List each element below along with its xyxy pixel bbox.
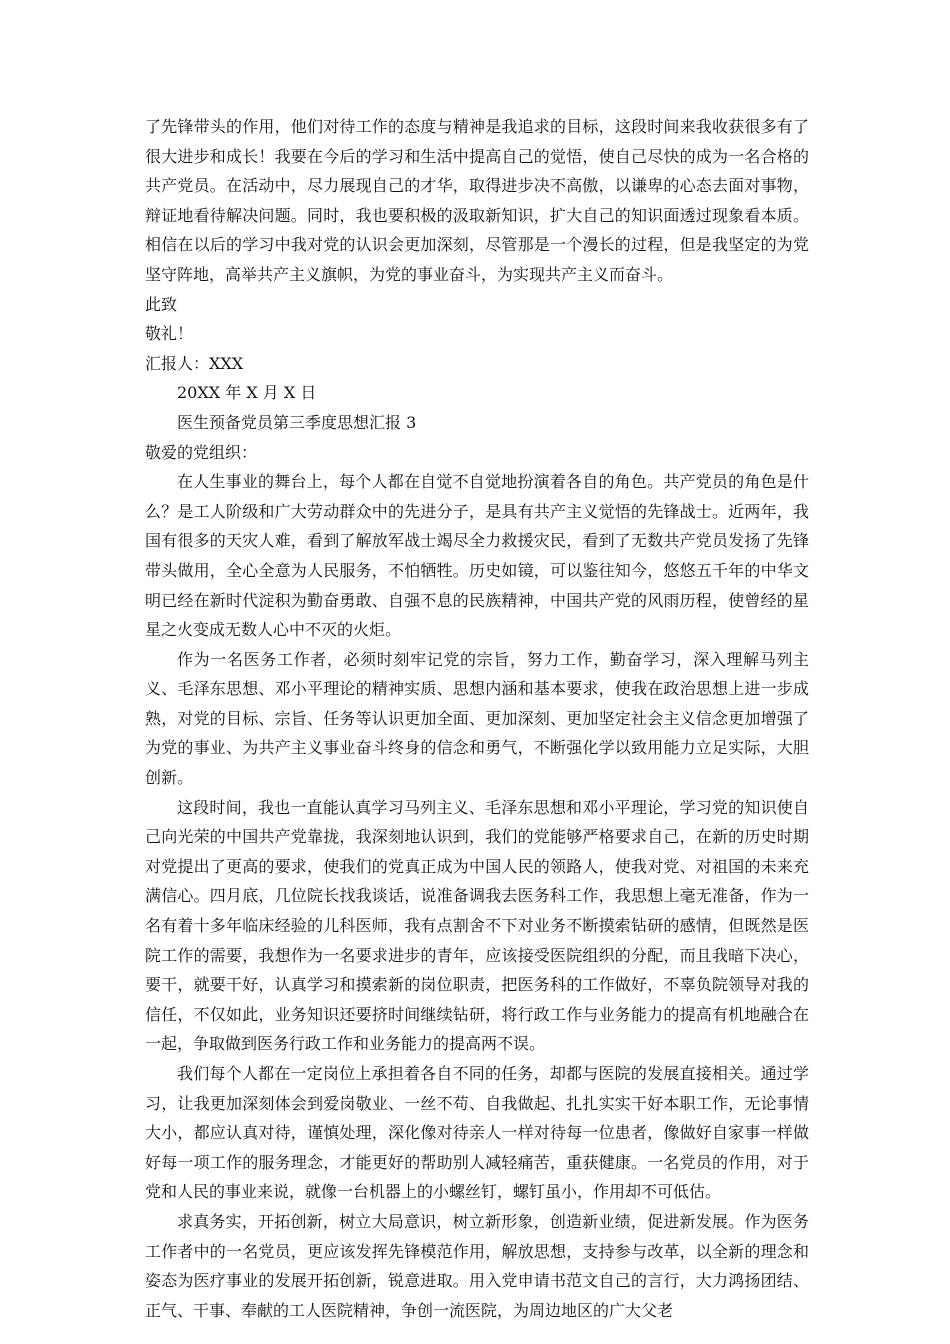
salutation: 敬爱的党组织： <box>145 442 258 462</box>
reporter-line: 汇报人：XXX <box>145 353 244 373</box>
body-paragraph-3: 这段时间，我也一直能认真学习马列主义、毛泽东思想和邓小平理论，学习党的知识使自己向光荣的中国共产党靠拢，我深刻地认识到，我们的党能够严格要求自己，在新的历史时期对党提出了更高的要求，使我们的党真正成为中国人民的领路人，使我对党、对祖国的未来充满信心。四月底，几位院长找我谈话，说准备调我去医务科工作，我思想上毫无准备，作为一名有着十多年临床经验的儿科医师，我有点割舍不下对业务不断摸索钻研的感情，但既然是医院工作的需要，我想作为一名要求进步的青年，应该接受医院组织的分配，而且我暗下决心，要干，就要干好，认真学习和摸索新的岗位职责，把医务科的工作做好，不辜负院领导对我的信任，不仅如此，业务知识还要挤时间继续钻研，将行政工作与业务能力的提高有机地融合在一起，争取做到医务行政工作和业务能力的提高两不误。 <box>145 797 809 1054</box>
body-paragraph-2: 作为一名医务工作者，必须时刻牢记党的宗旨，努力工作，勤奋学习，深入理解马列主义、毛泽东思想、邓小平理论的精神实质、思想内涵和基本要求，使我在政治思想上进一步成熟，对党的目标、宗旨、任务等认识更加全面、更加深刻、更加坚定社会主义信念更加增强了为党的事业、为共产主义事业奋斗终身的信念和勇气，不断强化学以致用能力立足实际，大胆创新。 <box>145 649 809 788</box>
date-line: 20XX 年 X 月 X 日 <box>177 383 317 403</box>
section-title: 医生预备党员第三季度思想汇报 3 <box>177 412 417 432</box>
body-paragraph-5: 求真务实，开拓创新，树立大局意识，树立新形象，创造新业绩，促进新发展。作为医务工作者中的一名党员，更应该发挥先锋模范作用，解放思想，支持参与改革，以全新的理念和姿态为医疗事业的发展开拓创新，锐意进取。用入党申请书范文自己的言行，大力鸿扬团结、正气、干事、奉献的工人医院精神，争创一流医院，为周边地区的广大父老 <box>145 1211 809 1320</box>
continuation-paragraph: 了先锋带头的作用，他们对待工作的态度与精神是我追求的目标，这段时间来我收获很多有了很大进步和成长！我要在今后的学习和生活中提高自己的觉悟，使自己尽快的成为一名合格的共产党员。在活动中，尽力展现自己的才华，取得进步决不高傲，以谦卑的心态去面对事物，辩证地看待解决问题。同时，我也要积极的汲取新知识，扩大自己的知识面透过现象看本质。相信在以后的学习中我对党的认识会更加深刻，尽管那是一个漫长的过程，但是我坚定的为党坚守阵地，高举共产主义旗帜，为党的事业奋斗，为实现共产主义而奋斗。 <box>145 117 809 284</box>
closing-line-2: 敬礼！ <box>145 324 194 344</box>
document-page <box>145 112 809 1325</box>
body-paragraph-1: 在人生事业的舞台上，每个人都在自觉不自觉地扮演着各自的角色。共产党员的角色是什么？是工人阶级和广大劳动群众中的先进分子，是具有共产主义觉悟的先锋战士。近两年，我国有很多的天灾人难，看到了解放军战士竭尽全力救援灾民，看到了无数共产党员发扬了先锋带头做用，全心全意为人民服务，不怕牺牲。历史如镜，可以鉴往知今，悠悠五千年的中华文明已经在新时代淀积为勤奋勇敢、自强不息的民族精神，中国共产党的风雨历程，使曾经的星星之火变成无数人心中不灭的火炬。 <box>145 472 809 640</box>
closing-line-1: 此致 <box>145 294 178 314</box>
body-paragraph-4: 我们每个人都在一定岗位上承担着各自不同的任务，却都与医院的发展直接相关。通过学习，让我更加深刻体会到爱岗敬业、一丝不苟、自我做起、扎扎实实干好本职工作，无论事情大小，都应认真对待，谨慎处理，深化像对待亲人一样对待每一位患者，像做好自家事一样做好每一项工作的服务理念，才能更好的帮助别人减轻痛苦，重获健康。一名党员的作用，对于党和人民的事业来说，就像一台机器上的小螺丝钉，螺钉虽小，作用却不可低估。 <box>145 1064 809 1202</box>
